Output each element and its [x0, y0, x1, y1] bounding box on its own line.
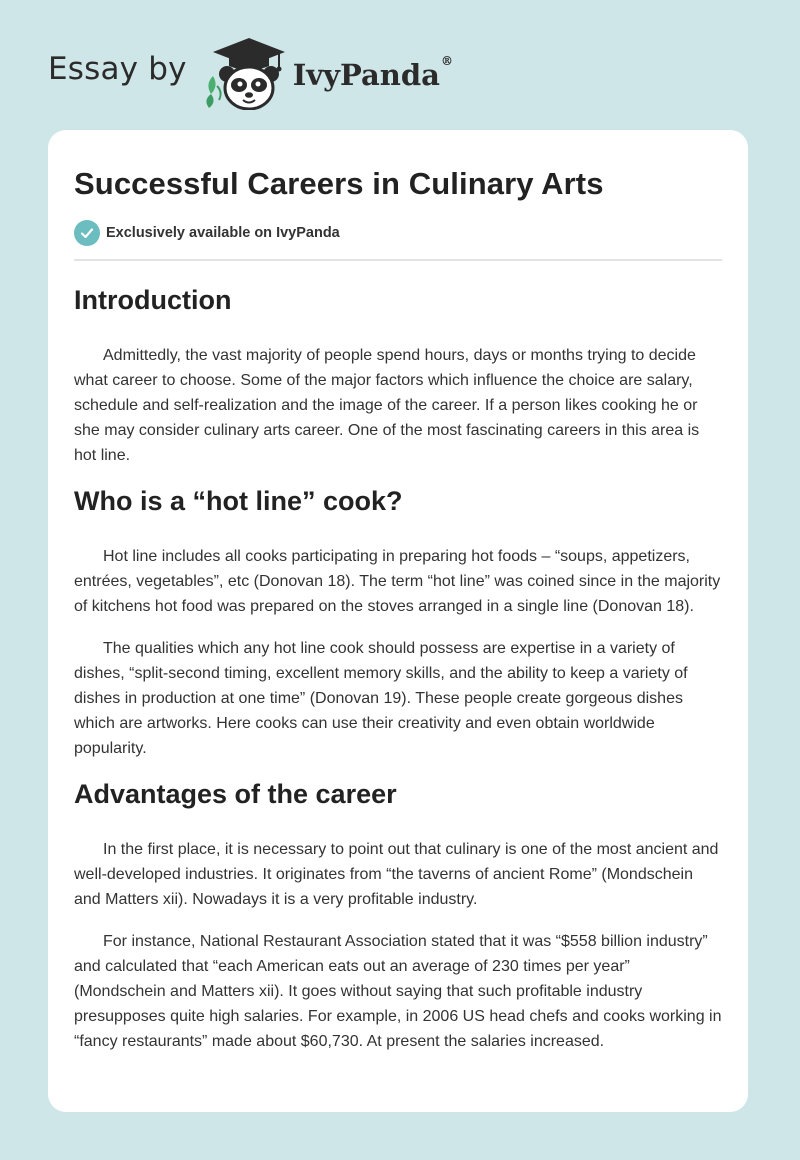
essay-title: Successful Careers in Culinary Arts [74, 166, 604, 201]
paragraph: Admittedly, the vast majority of people spend hours, days or months trying to decide what career to choose. Some of the major factors which influence the choice are salary, schedule and self-realization and the image of the career. If a person likes cooking he or she may consider culinary arts career. One of the most fascinating careers in this area is hot line. [74, 347, 700, 464]
essay-card [48, 130, 748, 1112]
paragraph: Hot line includes all cooks participating in preparing hot foods – “soups, appetizers, entrées, vegetables”, etc (Donovan 18). The term “hot line” was coined since in the majority of kitchens hot food was prepared on the stoves arranged in a single line (Donovan 18). [74, 548, 721, 615]
paragraph: The qualities which any hot line cook should possess are expertise in a variety of dishes, “split-second timing, excellent memory skills, and the ability to keep a variety of dishes in production at one time” (Donovan 19). These people create gorgeous dishes which are artworks. Here cooks can use their creativity and even obtain worldwide popularity. [74, 640, 688, 757]
section-heading-hot-line-cook: Who is a “hot line” cook? [74, 486, 403, 516]
section-heading-introduction: Introduction [74, 285, 232, 315]
brand-name: IvyPanda® [292, 54, 453, 92]
exclusive-badge [74, 220, 722, 261]
section-heading-advantages: Advantages of the career [74, 779, 397, 809]
paragraph: In the first place, it is necessary to point out that culinary is one of the most ancient and well-developed industries. It originates from “the taverns of ancient Rome” (Mondschein and Matters xii). Nowadays it is a very profitable industry. [74, 841, 719, 908]
paragraph: For instance, National Restaurant Association stated that it was “$558 billion industry” and calculated that “each American eats out an average of 230 times per year” (Mondschein and Matters xii). It goes without saying that such profitable industry presupposes quite high salaries. For example, in 2006 US head chefs and cooks working in “fancy restaurants” made about $60,730. At present the salaries increased. [74, 933, 722, 1050]
check-icon [74, 220, 100, 246]
badge-text: Exclusively available on IvyPanda [106, 225, 340, 241]
registered-mark: ® [440, 54, 453, 68]
brand-header [48, 36, 453, 110]
brand-prefix: Essay by [48, 51, 187, 87]
panda-graduate-logo-icon [199, 36, 299, 110]
